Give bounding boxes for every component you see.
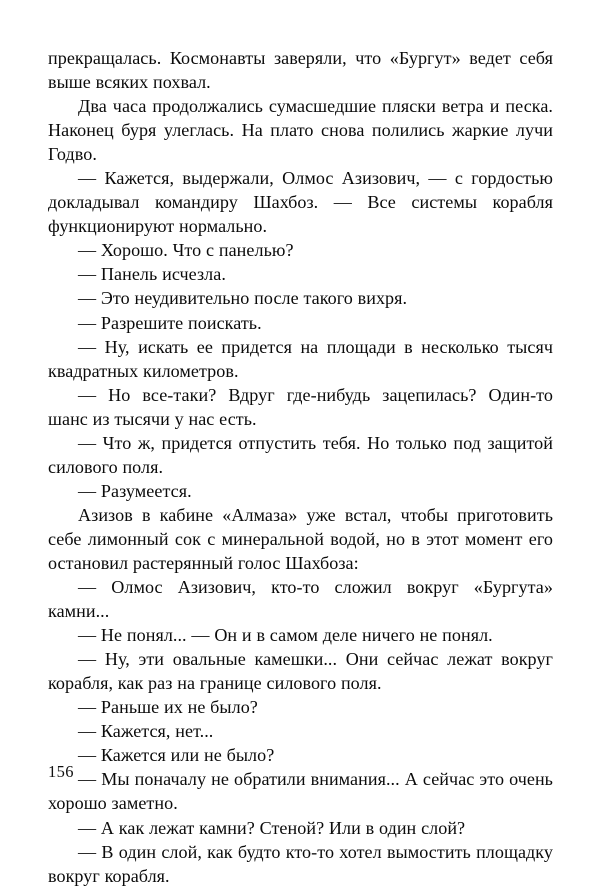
dialogue-line: — Это неудивительно после такого вихря. [78, 288, 408, 309]
dialogue-line: — Хорошо. Что с панелью? [78, 240, 294, 261]
dialogue-line: — А как лежат камни? Стеной? Или в один слой? [78, 817, 466, 838]
dialogue-line: — Кажется или не было? [78, 745, 275, 766]
dialogue-line: — Олмос Азизович, кто-то сложил вокруг «Бургута» камни... [48, 577, 553, 622]
dialogue-line: — Ну, эти овальные камешки... Они сейчас лежат вокруг корабля, как раз на границе силового поля. [48, 649, 553, 694]
dialogue-line: — Не понял... — Он и в самом деле ничего не понял. [78, 625, 493, 646]
dialogue-line: — Мы поначалу не обратили внимания... А сейчас это очень хорошо заметно. [48, 769, 553, 814]
paragraph-azizov: Азизов в кабине «Алмаза» уже встал, чтобы приготовить себе лимонный сок с минеральной водой, но в этот момент его остановил растерянный голос Шахбоза: [48, 504, 553, 573]
paragraph-storm: Два часа продолжались сумасшедшие пляски ветра и песка. Наконец буря улеглась. На плато снова полились жаркие лучи Годво. [48, 96, 553, 165]
dialogue-line: — Кажется, выдержали, Олмос Азизович, — с гордостью докладывал командиру Шахбоз. — Все системы корабля функционируют нормально. [48, 168, 553, 237]
dialogue-line: — Кажется, нет... [78, 721, 214, 742]
body-text-column [48, 46, 553, 888]
page-number: 156 [48, 762, 74, 781]
paragraph-continued: прекращалась. Космонавты заверяли, что «Бургут» ведет себя выше всяких похвал. [48, 48, 553, 93]
dialogue-line: — Что ж, придется отпустить тебя. Но только под защитой силового поля. [48, 432, 553, 477]
dialogue-line: — Разрешите поискать. [78, 312, 262, 333]
dialogue-line: — Раньше их не было? [78, 697, 258, 718]
dialogue-line: — Но все-таки? Вдруг где-нибудь зацепилась? Один-то шанс из тысячи у нас есть. [48, 384, 553, 429]
dialogue-line: — Панель исчезла. [78, 264, 226, 285]
dialogue-line: — В один слой, как будто кто-то хотел вымостить площадку вокруг корабля. [48, 841, 553, 886]
dialogue-line: — Разумеется. [78, 480, 192, 501]
dialogue-line: — Ну, искать ее придется на площади в несколько тысяч квадратных километров. [48, 336, 553, 381]
